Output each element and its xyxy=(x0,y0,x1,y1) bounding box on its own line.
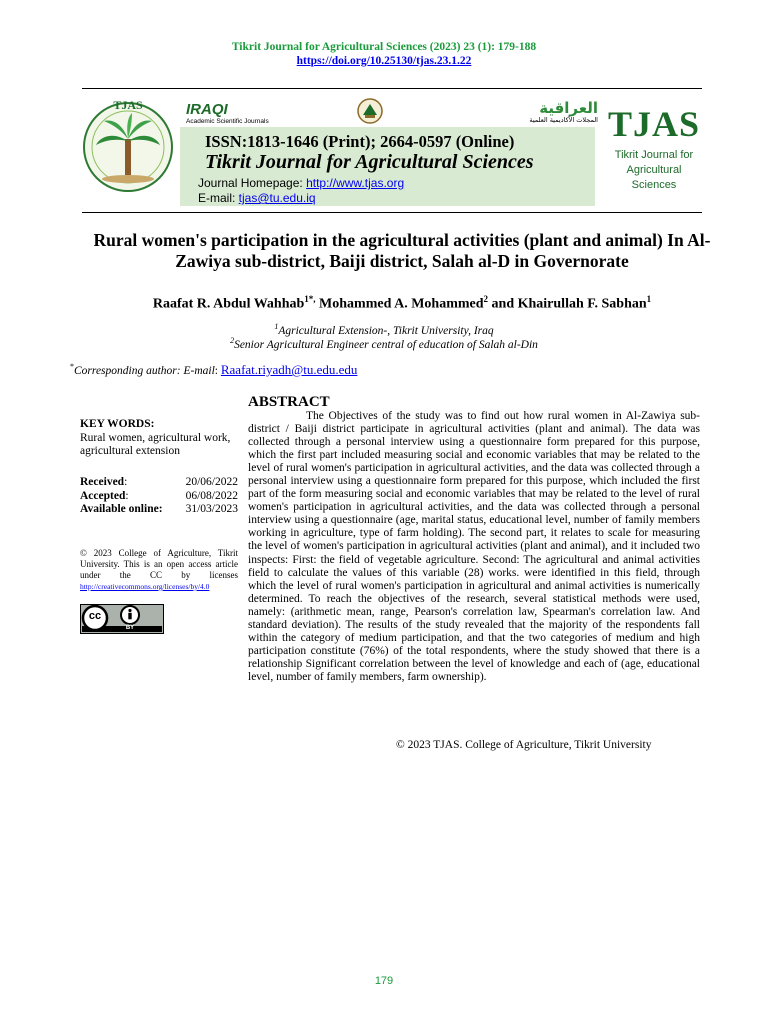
affiliation-2-sup: 2 xyxy=(230,336,235,345)
online-row xyxy=(80,503,238,517)
corresponding-colon: : xyxy=(214,365,221,377)
license-link[interactable]: http://creativecommons.org/licenses/by/4.0 xyxy=(80,582,210,591)
author-3: and Khairullah F. Sabhan xyxy=(488,296,647,312)
iraqi-logo-sub: Academic Scientific Journals xyxy=(186,118,269,125)
abstract-body: The Objectives of the study was to find out how rural women in Al-Zawiya sub-district / Baiji district participate in agricultural activities (plant and animal). The data was collected through a personal interview using a questionnaire form prepared for this purpose, which the first part included measuring social and economic variables that may be related to the level of rural women's participation in agricultural activities, and the data was collected through a personal interview using a questionnaire form prepared for this purpose, which included the first part of the form measuring social and economic variables that may be related to the level of rural women's participation in agricultural activities, and the data was collected through a personal interview using a questionnaire (age, marital status, educational level, number of family members working in agriculture, type of farm holding). The second part, it relates to scale for measuring the level of women's participation in agricultural activities (plant and animal), and it included two inspects: First: the field of vegetable agriculture. Second: The agricultural and animal activities field to calculate the values of this variable (28) works. were identified in this field, through which the level of rural women's participation in agricultural and animal activities is numerically determined. To reach the objectives of the research, several statistical methods were used, namely: (arithmetic mean, range, Pearson's correlation law, Spearman's correlation law. And standard deviation). The results of the study revealed that the majority of the respondents fall within the category of medium participation, and that the two categories of medium and high participation constitute (76%) of the total respondents, where the study showed that there is a relationship Significant correlation between the level of knowledge and each of (age, educational level, number of family members, farm ownership). xyxy=(248,410,700,683)
received-colon: : xyxy=(124,476,128,488)
tjas-brand-subtitle: Tikrit Journal for Agricultural Sciences xyxy=(614,149,694,191)
accepted-date: 06/08/2022 xyxy=(185,489,238,502)
affiliation-1 xyxy=(0,322,768,337)
corresponding-author xyxy=(70,362,357,378)
homepage-label: Journal Homepage: xyxy=(198,176,307,190)
corresponding-sup: * xyxy=(70,362,74,372)
doi-url[interactable]: https://doi.org/10.25130/tjas.23.1.22 xyxy=(296,55,472,67)
doi-link[interactable] xyxy=(0,55,768,67)
cc-icon: cc xyxy=(88,610,102,622)
article-title: Rural women's participation in the agricultural activities (plant and animal) In Al-Zawiya sub-district, Baiji district, Salah al-D in Governorate xyxy=(93,230,711,271)
cc-by-badge[interactable] xyxy=(80,604,164,634)
author-1: Raafat R. Abdul Wahhab xyxy=(152,296,305,312)
iraqi-journals-logo xyxy=(186,102,268,130)
accepted-colon: : xyxy=(125,489,129,502)
online-label: Available online: xyxy=(80,503,163,515)
dates-block xyxy=(80,476,238,517)
journal-email xyxy=(198,191,316,205)
journal-citation: Tikrit Journal for Agricultural Sciences (2023) 23 (1): 179-188 xyxy=(231,41,537,53)
header-divider-top xyxy=(82,88,702,89)
keywords-text: Rural women, agricultural work, agricultural extension xyxy=(80,431,231,457)
abstract-copyright: © 2023 TJAS. College of Agriculture, Tikrit University xyxy=(396,739,652,751)
received-label: Received xyxy=(80,476,125,488)
corresponding-label: Corresponding author: E-mail xyxy=(74,365,215,377)
homepage-link[interactable]: http://www.tjas.org xyxy=(306,176,405,190)
received-row xyxy=(80,476,238,490)
author-2: Mohammed A. Mohammed xyxy=(315,296,484,312)
keywords-heading: KEY WORDS: xyxy=(80,418,155,430)
license-notice xyxy=(80,548,238,592)
abstract-heading: ABSTRACT xyxy=(248,394,330,410)
email-label: E-mail: xyxy=(198,191,239,205)
email-link[interactable]: tjas@tu.edu.iq xyxy=(238,191,316,205)
tjas-brand-title: TJAS xyxy=(607,104,701,144)
author-list xyxy=(82,294,722,313)
journal-title: Tikrit Journal for Agricultural Sciences xyxy=(205,151,534,173)
seal-text: TJAS xyxy=(113,98,143,112)
online-date: 31/03/2023 xyxy=(185,503,238,515)
arabic-journals-logo xyxy=(500,100,598,126)
affiliation-2-text: Senior Agricultural Engineer central of education of Salah al-Din xyxy=(234,338,538,351)
journal-homepage xyxy=(198,176,404,190)
license-text: © 2023 College of Agriculture, Tikrit University. This is an open access article under the CC by licenses xyxy=(80,548,238,580)
tjas-seal-logo xyxy=(82,95,174,197)
issn-line: ISSN:1813-1646 (Print); 2664-0597 (Online) xyxy=(205,132,515,151)
iraqi-logo-main: IRAQI xyxy=(186,101,228,118)
arabic-logo-sub: المجلات الأكاديمية العلمية xyxy=(529,116,598,124)
accepted-label: Accepted xyxy=(80,489,126,502)
keywords-block xyxy=(80,418,240,459)
by-icon: BY xyxy=(125,625,135,631)
author-1-sup: 1*, xyxy=(304,294,316,304)
affiliation-2 xyxy=(0,336,768,351)
university-crest-icon xyxy=(356,97,384,125)
header-divider-bottom xyxy=(82,212,702,213)
tjas-brand xyxy=(606,104,702,193)
accepted-row xyxy=(80,490,238,504)
author-2-sup: 2 xyxy=(483,294,489,304)
affiliation-1-sup: 1 xyxy=(274,322,279,331)
arabic-logo-main: العراقية xyxy=(539,99,598,117)
author-3-sup: 1 xyxy=(646,294,652,304)
corresponding-email-link[interactable]: Raafat.riyadh@tu.edu.edu xyxy=(220,362,358,377)
received-date: 20/06/2022 xyxy=(185,476,238,488)
page-number: 179 xyxy=(374,975,394,987)
affiliation-1-text: Agricultural Extension-, Tikrit University, Iraq xyxy=(278,324,494,337)
